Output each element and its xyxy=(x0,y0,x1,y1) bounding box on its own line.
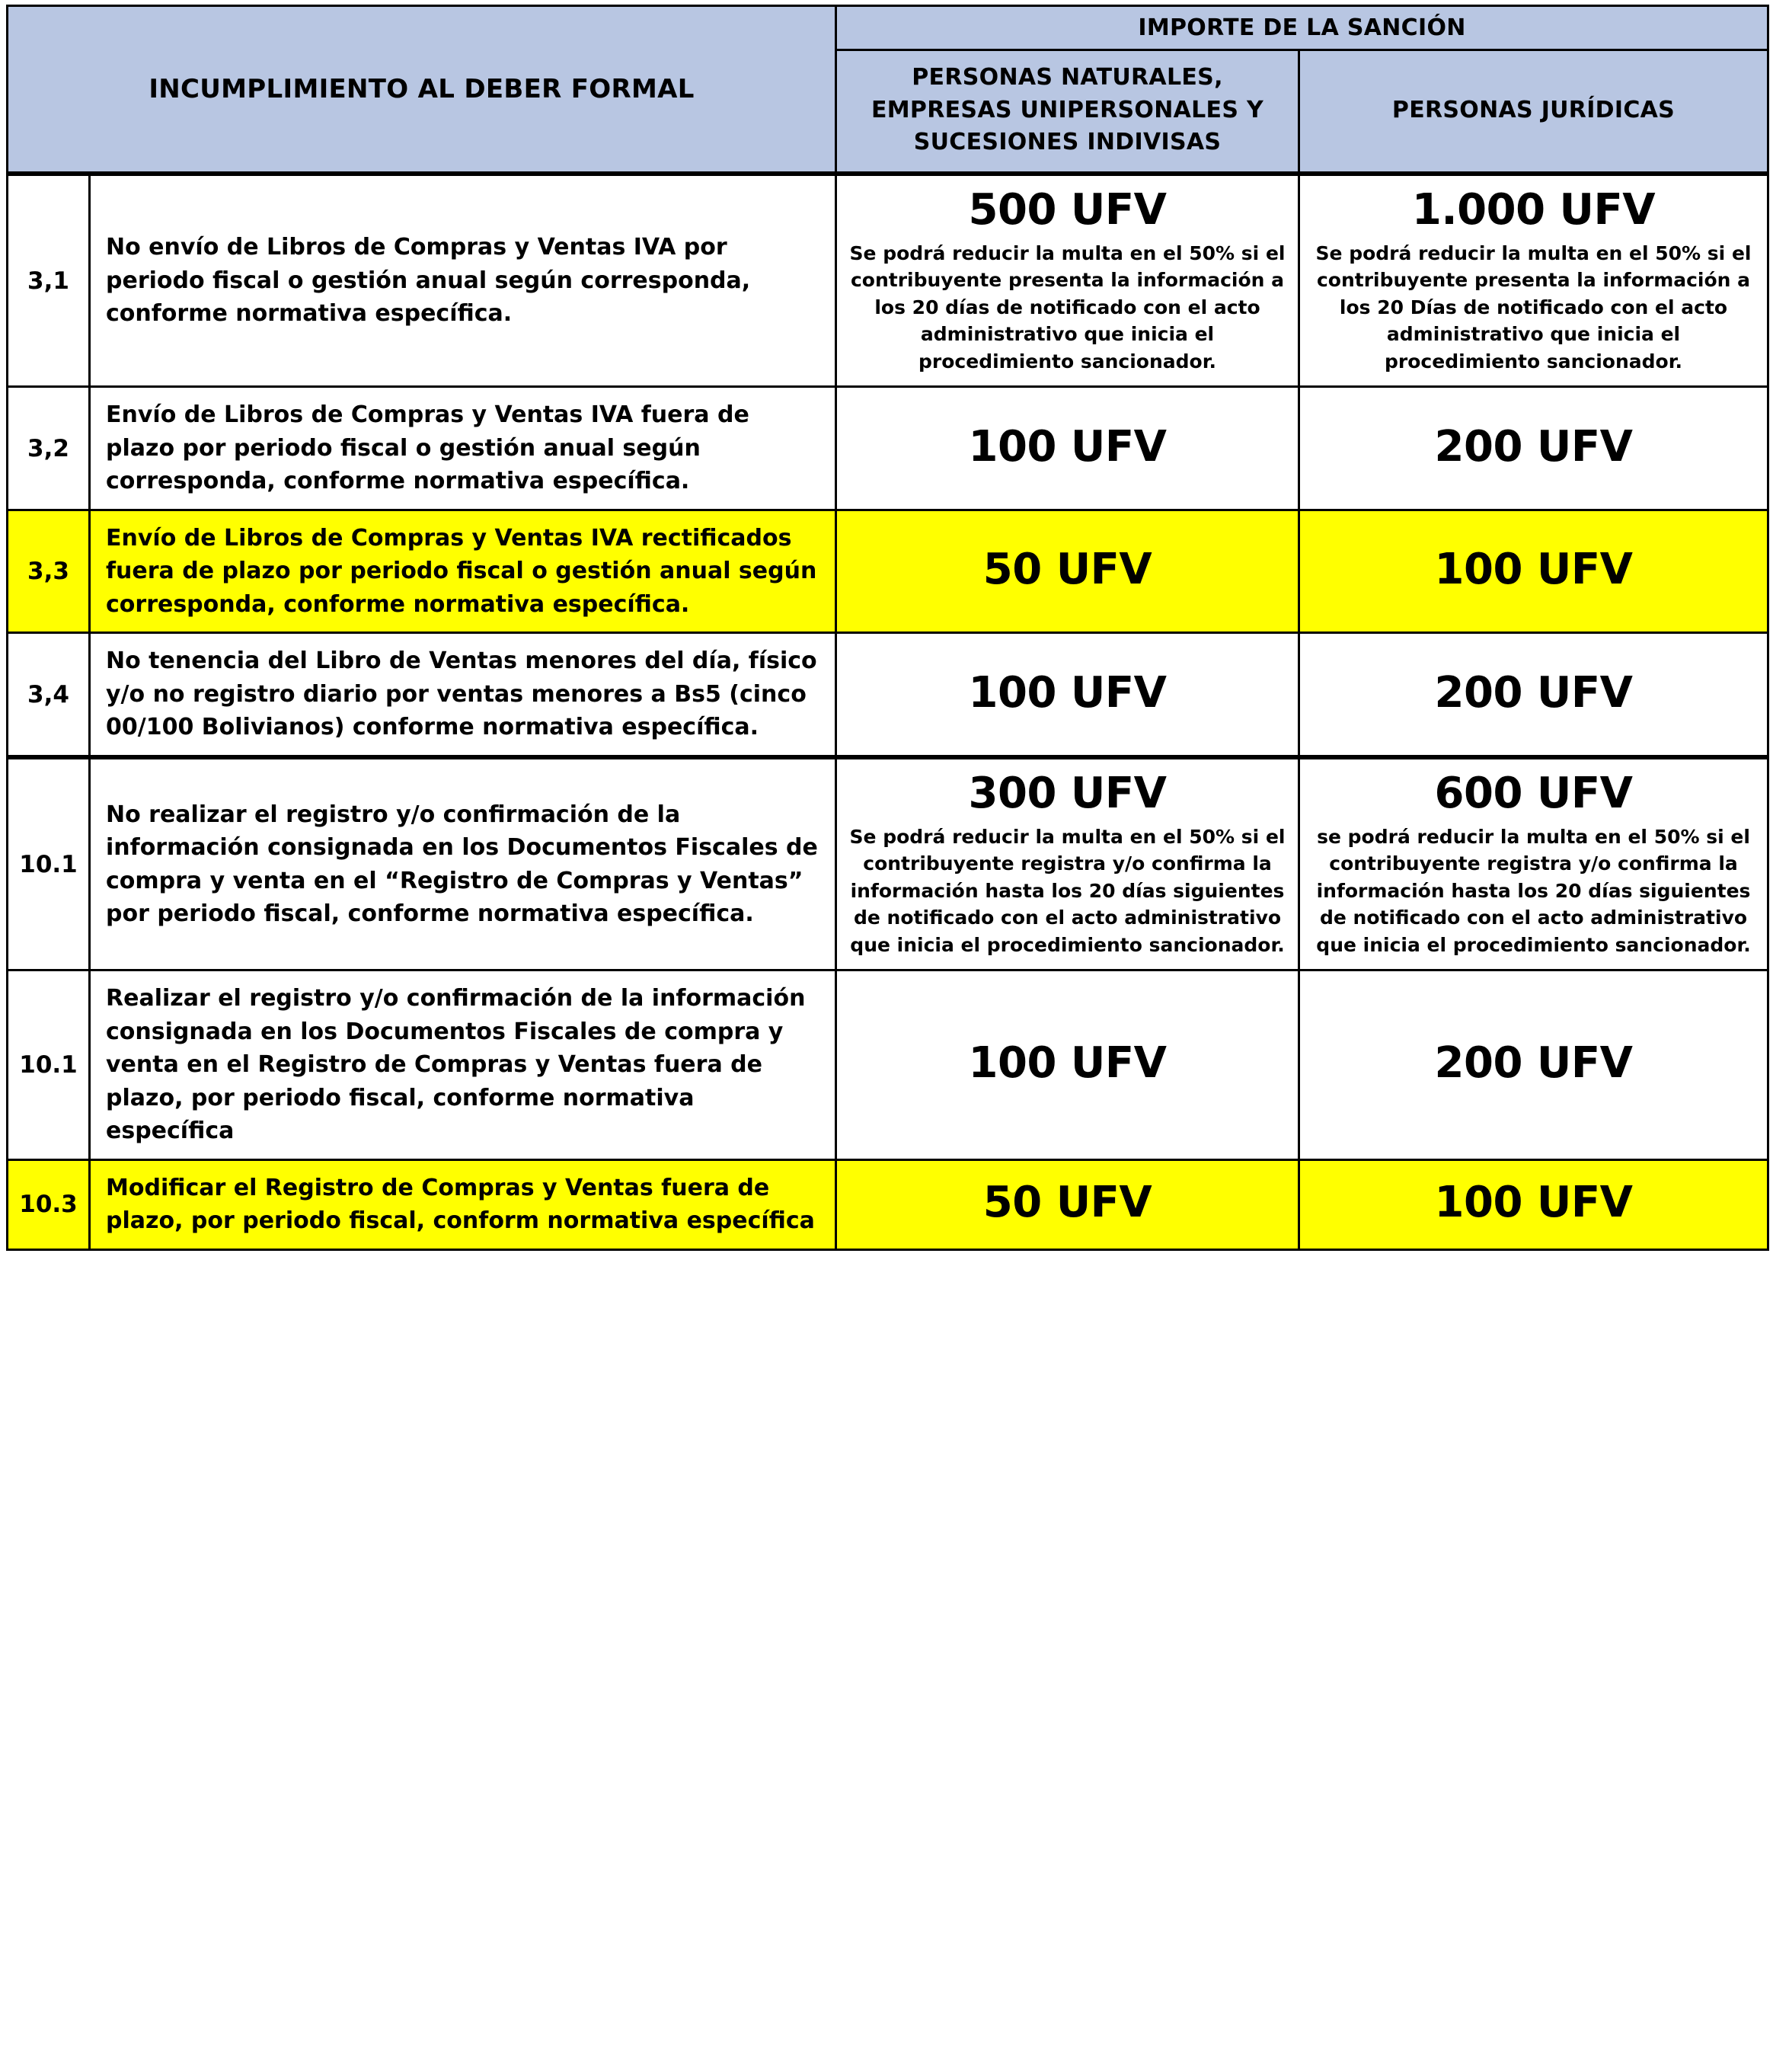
table-row xyxy=(8,633,1768,757)
amount-personas-juridicas xyxy=(1299,387,1768,510)
amount-personas-naturales xyxy=(836,757,1299,970)
amount-personas-juridicas-note: se podrá reducir la multa en el 50% si el contribuyente registra y/o confirma la información hasta los 20 días siguientes de notificado con el acto administrativo que inicia el procedimiento sancionador. xyxy=(1316,825,1751,956)
amount-personas-juridicas xyxy=(1299,757,1768,970)
row-number: 3,4 xyxy=(8,633,90,757)
amount-personas-naturales xyxy=(836,1159,1299,1249)
amount-personas-naturales-value: 500 UFV xyxy=(968,184,1167,235)
amount-personas-naturales-value: 50 UFV xyxy=(982,1178,1152,1228)
amount-personas-juridicas xyxy=(1299,510,1768,633)
amount-personas-naturales xyxy=(836,387,1299,510)
row-number: 10.1 xyxy=(8,970,90,1160)
amount-personas-juridicas-value: 200 UFV xyxy=(1434,1038,1633,1089)
row-number: 10.3 xyxy=(8,1159,90,1249)
amount-personas-naturales-value: 300 UFV xyxy=(968,768,1167,818)
header-importe-sancion: IMPORTE DE LA SANCIÓN xyxy=(836,6,1768,50)
amount-personas-naturales-note: Se podrá reducir la multa en el 50% si el contribuyente registra y/o confirma la información hasta los 20 días siguientes de notificado con el acto administrativo que inicia el procedimiento sancionador. xyxy=(849,825,1286,956)
amount-personas-juridicas-value: 100 UFV xyxy=(1434,545,1633,595)
row-description: Realizar el registro y/o confirmación de la información consignada en los Documentos Fiscales de compra y venta en el Registro de Compras y Ventas fuera de plazo, por periodo fiscal, conforme normativa específica xyxy=(90,970,836,1160)
table-row xyxy=(8,387,1768,510)
row-description: Envío de Libros de Compras y Ventas IVA fuera de plazo por periodo fiscal o gestión anual según corresponda, conforme normativa específica. xyxy=(90,387,836,510)
table-body xyxy=(8,174,1768,1250)
header-personas-juridicas: PERSONAS JURÍDICAS xyxy=(1299,50,1768,174)
row-number: 3,3 xyxy=(8,510,90,633)
amount-personas-juridicas-note: Se podrá reducir la multa en el 50% si el contribuyente presenta la información a los 20 Días de notificado con el acto administrativo que inicia el procedimiento sancionador. xyxy=(1315,241,1752,373)
amount-personas-juridicas xyxy=(1299,174,1768,387)
amount-personas-juridicas-value: 100 UFV xyxy=(1434,1178,1633,1228)
amount-personas-naturales xyxy=(836,510,1299,633)
amount-personas-juridicas xyxy=(1299,1159,1768,1249)
amount-personas-naturales-value: 50 UFV xyxy=(982,545,1152,595)
table-row xyxy=(8,970,1768,1160)
row-description: Envío de Libros de Compras y Ventas IVA rectificados fuera de plazo por periodo fiscal o gestión anual según corresponda, conforme normativa específica. xyxy=(90,510,836,633)
table-row xyxy=(8,510,1768,633)
amount-personas-juridicas xyxy=(1299,970,1768,1160)
row-description: No tenencia del Libro de Ventas menores del día, físico y/o no registro diario por ventas menores a Bs5 (cinco 00/100 Bolivianos) conforme normativa específica. xyxy=(90,633,836,757)
row-number: 10.1 xyxy=(8,757,90,970)
amount-personas-naturales-value: 100 UFV xyxy=(968,421,1167,472)
amount-personas-juridicas xyxy=(1299,633,1768,757)
row-number: 3,1 xyxy=(8,174,90,387)
header-personas-naturales: PERSONAS NATURALES, EMPRESAS UNIPERSONALES Y SUCESIONES INDIVISAS xyxy=(836,50,1299,174)
header-incumplimiento: INCUMPLIMIENTO AL DEBER FORMAL xyxy=(8,6,836,174)
table-header xyxy=(8,6,1768,174)
table-row xyxy=(8,757,1768,970)
amount-personas-naturales-value: 100 UFV xyxy=(968,1038,1167,1089)
row-description: No envío de Libros de Compras y Ventas IVA por periodo fiscal o gestión anual según corresponda, conforme normativa específica. xyxy=(90,174,836,387)
amount-personas-juridicas-value: 200 UFV xyxy=(1434,421,1633,472)
amount-personas-naturales-value: 100 UFV xyxy=(968,667,1167,718)
amount-personas-juridicas-value: 1.000 UFV xyxy=(1411,184,1656,235)
amount-personas-juridicas-value: 200 UFV xyxy=(1434,667,1633,718)
row-number: 3,2 xyxy=(8,387,90,510)
table-row xyxy=(8,1159,1768,1249)
amount-personas-naturales xyxy=(836,970,1299,1160)
header-row-top xyxy=(8,6,1768,50)
amount-personas-naturales-note: Se podrá reducir la multa en el 50% si el contribuyente presenta la información a los 20 días de notificado con el acto administrativo que inicia el procedimiento sancionador. xyxy=(849,241,1286,373)
row-description: No realizar el registro y/o confirmación de la información consignada en los Documentos Fiscales de compra y venta en el “Registro de Compras y Ventas” por periodo fiscal, conforme normativa específica. xyxy=(90,757,836,970)
table-row xyxy=(8,174,1768,387)
amount-personas-juridicas-value: 600 UFV xyxy=(1434,768,1633,818)
row-description: Modificar el Registro de Compras y Ventas fuera de plazo, por periodo fiscal, conform normativa específica xyxy=(90,1159,836,1249)
amount-personas-naturales xyxy=(836,633,1299,757)
amount-personas-naturales xyxy=(836,174,1299,387)
sanctions-table xyxy=(6,5,1769,1251)
